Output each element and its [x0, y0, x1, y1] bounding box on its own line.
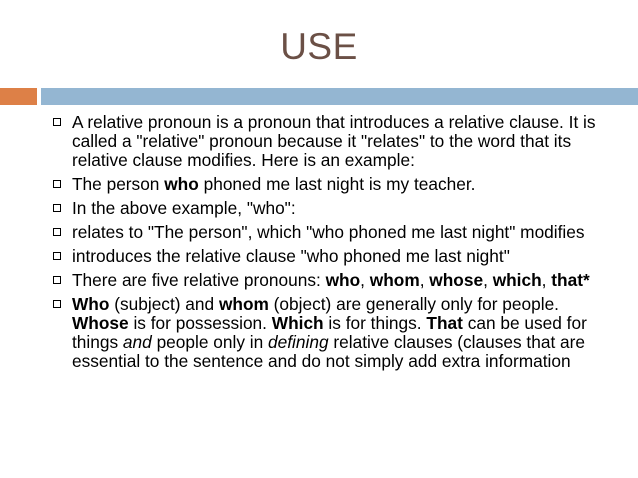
bold-term: whom	[369, 270, 420, 290]
bold-term: who	[325, 270, 361, 290]
bullet-text: A relative pronoun is a pronoun that introduces a relative clause. It is called a "relative" pronoun because it "relates" to the word that its relative clause modifies. Here is an example:	[72, 112, 596, 170]
accent-bar-blue	[41, 88, 638, 105]
square-bullet-icon	[53, 276, 61, 284]
bullet-text: relative clauses (clauses that are essential to the sentence and do not simply add extra information	[72, 332, 586, 371]
bullet-text: is for things.	[323, 313, 427, 333]
bullet-text: can be used for things	[72, 313, 587, 352]
bullet-item-example	[50, 175, 620, 194]
bullet-text: (subject) and	[109, 294, 219, 314]
bullet-text: ,	[483, 270, 493, 290]
square-bullet-icon	[53, 118, 61, 126]
square-bullet-icon	[53, 252, 61, 260]
bold-term: whose	[429, 270, 484, 290]
bold-term: Which	[271, 313, 324, 333]
bullet-text: people only in	[151, 332, 269, 352]
bold-term: Who	[72, 294, 110, 314]
bullet-item-usage	[50, 295, 620, 371]
bold-term: Whose	[72, 313, 129, 333]
bullet-text: (object) are generally only for people.	[268, 294, 559, 314]
italic-term: and	[122, 332, 152, 352]
bullet-item-definition	[50, 113, 620, 170]
slide-title: USE	[280, 26, 358, 67]
bold-term: whom	[218, 294, 269, 314]
square-bullet-icon	[53, 300, 61, 308]
bullet-item-introduces	[50, 247, 620, 266]
bullet-text: is for possession.	[128, 313, 272, 333]
bullet-item-five-pronouns	[50, 271, 620, 290]
bullet-text: There are five relative pronouns:	[72, 270, 326, 290]
bullet-list	[50, 113, 620, 376]
square-bullet-icon	[53, 228, 61, 236]
italic-term: defining	[268, 332, 329, 352]
bold-term: That	[426, 313, 463, 333]
bullet-item-relates	[50, 223, 620, 242]
bullet-item-above-example	[50, 199, 620, 218]
bullet-text: In the above example, "who":	[72, 198, 296, 218]
bullet-text: relates to "The person", which "who phoned me last night" modifies	[72, 222, 585, 242]
bold-term: who	[164, 174, 199, 194]
bold-term: which	[492, 270, 542, 290]
bullet-text: ,	[419, 270, 430, 290]
bullet-text: introduces the relative clause "who phoned me last night"	[72, 246, 510, 266]
bullet-text: ,	[541, 270, 552, 290]
bullet-text: ,	[360, 270, 370, 290]
square-bullet-icon	[53, 204, 61, 212]
square-bullet-icon	[53, 180, 61, 188]
bullet-text: phoned me last night is my teacher.	[198, 174, 476, 194]
bullet-text: The person	[72, 174, 165, 194]
accent-bar-orange	[0, 88, 37, 105]
bold-term: that*	[551, 270, 590, 290]
